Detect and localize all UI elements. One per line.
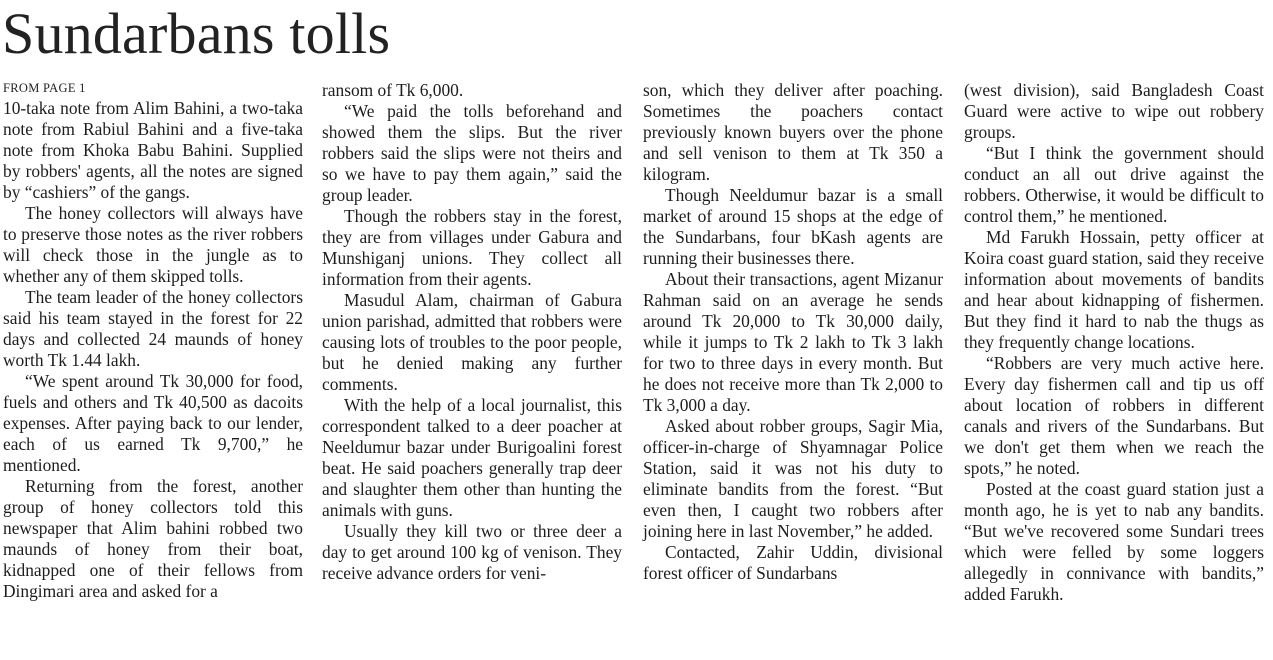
article-column-4: [964, 80, 1264, 605]
paragraph: The honey collectors will always have to preserve those notes as the river robbers will check those in the jungle as to whether any of them skipped tolls.: [3, 203, 303, 286]
paragraph: son, which they deliver after poaching. Sometimes the poachers contact previously known buyers over the phone and sell venison to them at Tk 350 a kilogram.: [643, 80, 943, 184]
paragraph: “But I think the government should conduct an all out drive against the robbers. Otherwise, it would be difficult to control them,” he mentioned.: [964, 143, 1264, 226]
paragraph: Usually they kill two or three deer a day to get around 100 kg of venison. They receive advance orders for veni-: [322, 521, 622, 583]
paragraph: With the help of a local journalist, this correspondent talked to a deer poacher at Neeldumur bazar under Burigoalini forest beat. He said poachers generally trap deer and slaughter them other than hunting the animals with guns.: [322, 395, 622, 520]
paragraph: Md Farukh Hossain, petty officer at Koira coast guard station, said they receive information about movements of bandits and hear about kidnapping of fishermen. But they find it hard to nab the thugs as they frequently change locations.: [964, 227, 1264, 352]
jump-kicker: FROM PAGE 1: [3, 81, 86, 95]
paragraph: 10-taka note from Alim Bahini, a two-taka note from Rabiul Bahini and a five-taka note from Khoka Babu Bahini. Supplied by robbers' agents, all the notes are signed by “cashiers” of the gangs.: [3, 98, 303, 202]
paragraph: Returning from the forest, another group of honey collectors told this newspaper that Alim bahini robbed two maunds of honey from their boat, kidnapped one of their fellows from Dingimari area and asked for a: [3, 476, 303, 601]
headline: Sundarbans tolls: [2, 1, 391, 66]
article-column-1: [3, 98, 303, 602]
paragraph: Contacted, Zahir Uddin, divisional forest officer of Sundarbans: [643, 542, 943, 583]
paragraph: The team leader of the honey collectors said his team stayed in the forest for 22 days and collected 24 maunds of honey worth Tk 1.44 lakh.: [3, 287, 303, 370]
paragraph: (west division), said Bangladesh Coast Guard were active to wipe out robbery groups.: [964, 80, 1264, 142]
article-column-2: [322, 80, 622, 584]
paragraph: Masudul Alam, chairman of Gabura union parishad, admitted that robbers were causing lots of troubles to the poor people, but he denied making any further comments.: [322, 290, 622, 394]
paragraph: “We spent around Tk 30,000 for food, fuels and others and Tk 40,500 as dacoits expenses. After paying back to our lender, each of us earned Tk 9,700,” he mentioned.: [3, 371, 303, 475]
paragraph: About their transactions, agent Mizanur Rahman said on an average he sends around Tk 20,000 to Tk 30,000 daily, while it jumps to Tk 2 lakh to Tk 3 lakh for two to three days in every month. But he does not receive more than Tk 2,000 to Tk 3,000 a day.: [643, 269, 943, 415]
paragraph: Though the robbers stay in the forest, they are from villages under Gabura and Munshiganj unions. They collect all information from their agents.: [322, 206, 622, 289]
paragraph: ransom of Tk 6,000.: [322, 80, 464, 100]
paragraph: Though Neeldumur bazar is a small market of around 15 shops at the edge of the Sundarbans, four bKash agents are running their businesses there.: [643, 185, 943, 268]
paragraph: “We paid the tolls beforehand and showed them the slips. But the river robbers said the slips were not theirs and so we have to pay them again,” said the group leader.: [322, 101, 622, 205]
paragraph: Posted at the coast guard station just a month ago, he is yet to nab any bandits. “But we've recovered some Sundari trees which were felled by some loggers allegedly in connivance with bandits,” added Farukh.: [964, 479, 1264, 604]
article-column-3: [643, 80, 943, 584]
paragraph: “Robbers are very much active here. Every day fishermen call and tip us off about location of robbers in different canals and rivers of the Sundarbans. But we don't get them when we reach the spots,” he noted.: [964, 353, 1264, 478]
paragraph: Asked about robber groups, Sagir Mia, officer-in-charge of Shyamnagar Police Station, said it was not his duty to eliminate bandits from the forest. “But even then, I caught two robbers after joining here in last November,” he added.: [643, 416, 943, 541]
